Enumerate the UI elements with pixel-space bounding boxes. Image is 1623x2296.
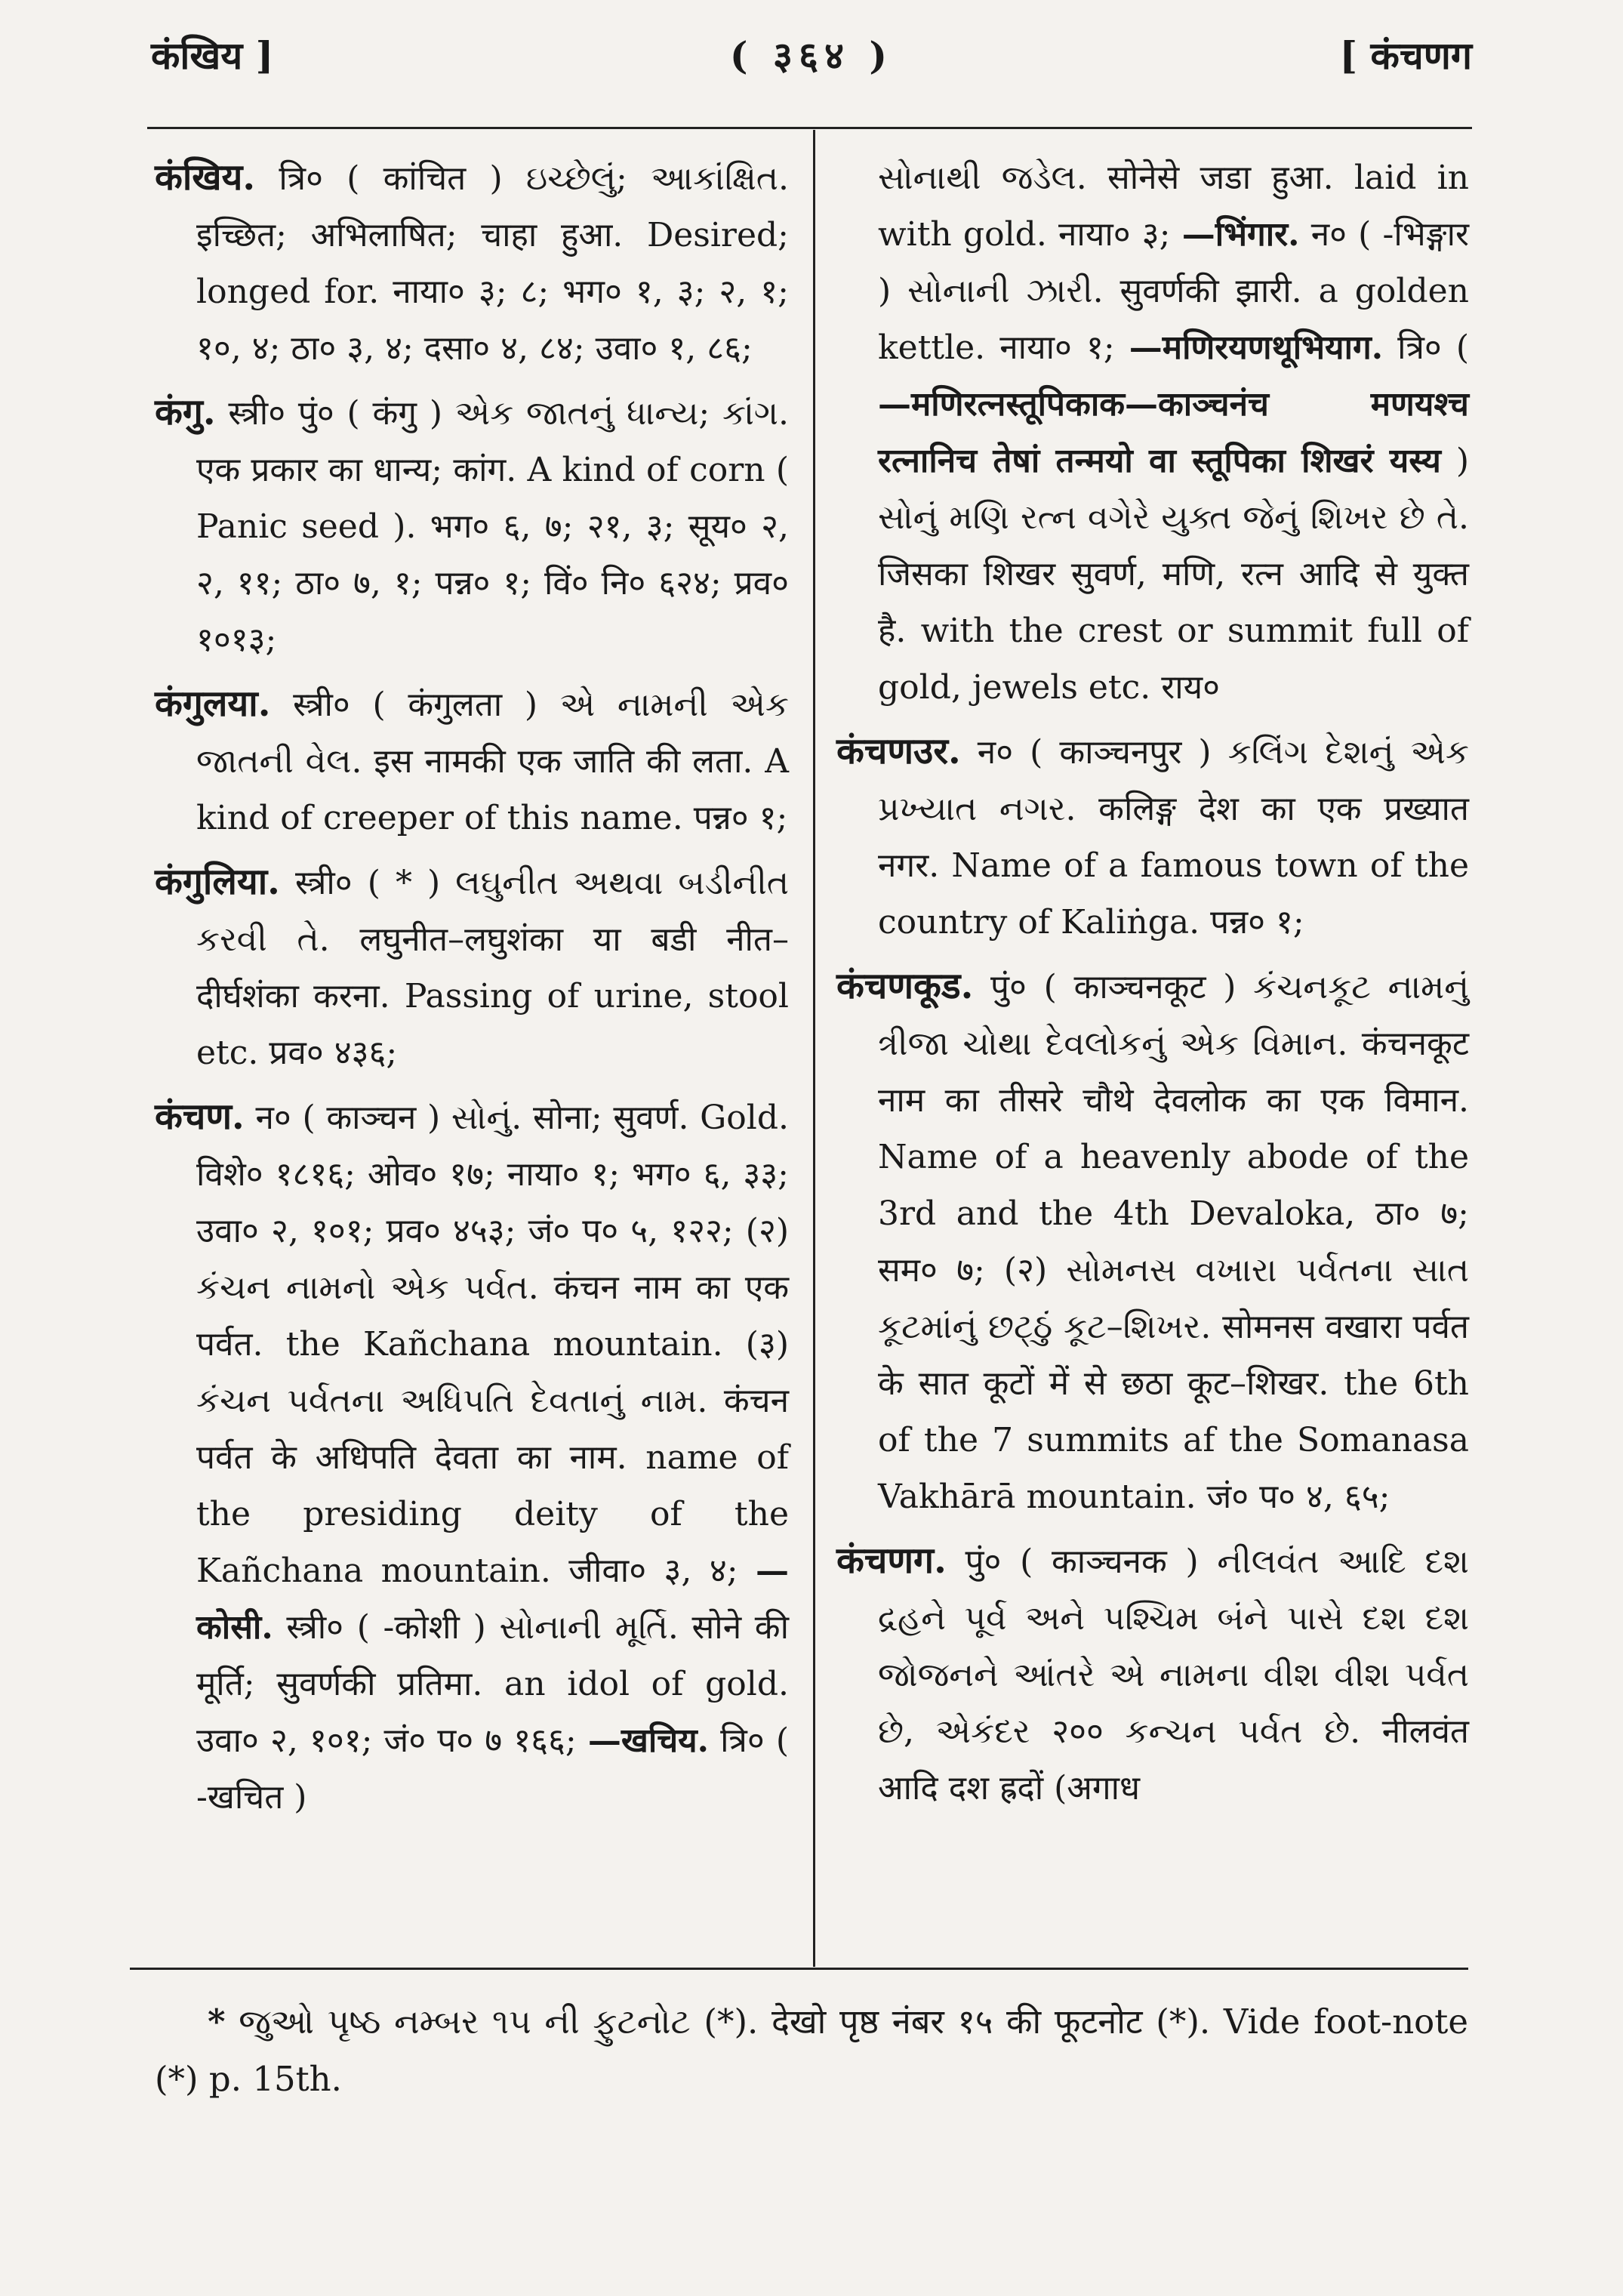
entry-body: पुं० ( काञ्चनक ) નીલવંત આદિ દશ દ્રહને પૂર્વ અને પશ્ચિમ બંને પાસે દશ દશ જોજનને આંતરે એ નામના વીશ વીશ પર્વત છે, એકંદર २०० કન્ચન પર્વત છે. नीलवंत आदि दश ह्रदों (अगाध: [878, 1542, 1469, 1808]
entry-body: स्त्री० ( कंगुलता ) એ નામની એક જાતની વેલ. इस नामकी एक जाति की लता. A kind of creeper of this name. पन्न० १;: [196, 686, 789, 837]
entry-body: पुं० ( काञ्चनकूट ) કંચનકૂટ નામનું ત્રીજા ચોથા દેવલોકનું એક વિમાન. कंचनकूट नाम का तीसरे चौथे देवलोक का एक विमान. Name of a heavenly abode of the 3rd and the 4th Devaloka, ठा० ७; सम० ७; (२) સોમનસ વખારા પર્વતના સાત કૂટમાંનું છટ્ઠું કૂટ–શિખર. सोमनस वखारा पर्वत के सात कूटों में से छठा कूट–शिखर. the 6th of the 7 summits af the Somanasa Vakhārā mountain. जं० प० ४, ६५;: [878, 968, 1469, 1516]
entry-kanguliya: [155, 854, 789, 1081]
entry-kanchanakuda: [836, 958, 1469, 1525]
subentry-head: —खचिय.: [587, 1721, 709, 1760]
entry-body: न० ( काञ्चनपुर ) કલિંગ દેશનું એક પ્રખ્યાત નગર. कलिङ्ग देश का एक प्रख्यात नगर. Name of a famous town of the country of Kaliṅga. पन्न० १;: [878, 733, 1469, 942]
entry-kanchana: [155, 1089, 789, 1826]
subentry-body: स्त्री० ( -कोशी ) સોનાની મૂર્તિ. सोने की मूर्ति; सुवर्णकी प्रतिमा. an idol of gold. उवा० २, १०१; जं० प० ७ १६६;: [196, 1608, 789, 1760]
entry-body: त्रि० ( कांचित ) ઇચ્છેલું; આકાંક્ષિત. इच्छित; अभिलाषित; चाहा हुआ. Desired; longed for. नाया० ३; ८; भग० १, ३; २, १; १०, ४; ठा० ३, ४; दसा० ४, ८४; उवा० १, ८६;: [196, 159, 789, 368]
header-left-guideword: कंखिय ]: [151, 33, 274, 78]
top-rule: [147, 127, 1472, 129]
entry-body: स्त्री० पुं० ( कंगु ) એક જાતનું ધાન્ય; કાંગ. एक प्रकार का धान्य; कांग. A kind of corn ( Panic seed ). भग० ६, ७; २१, ३; सूय० २, २, ११; ठा० ७, १; पन्न० १; विं० नि० ६२४; प्रव० १०१३;: [196, 394, 789, 659]
headword: कंगुलया.: [155, 683, 271, 725]
footnote: [155, 1993, 1468, 2108]
right-column: [836, 149, 1469, 1824]
page-number: ( ३६४ ): [729, 33, 894, 78]
entry-kankhiya: [155, 149, 789, 377]
continuation-text: સોનાથી જડેલ. सोनेसे जडा हुआ. laid in with gold. नाया० ३;: [878, 159, 1469, 254]
header-right-guideword: [ कंचणग: [1339, 33, 1472, 78]
subentry-body: न० ( -भिङ्गार ) સોનાની ઝારી. सुवर्णकी झारी. a golden kettle. नाया० १;: [878, 215, 1469, 367]
subentry-body: त्रि० (: [1397, 328, 1469, 367]
subentry-head: —कोसी.: [196, 1552, 789, 1647]
headword: कंचणकूड.: [836, 965, 974, 1007]
subentry-body: ) સોનું મણિ રત્ન વગેરે યુક્ત જેનું શિખર છે તે. जिसका शिखर सुवर्ण, मणि, रत्न आदि से युक्त है. with the crest or summit full of gold, jewels etc. राय०: [878, 442, 1469, 707]
headword: कंचणउर.: [836, 730, 961, 772]
footnote-rule: [130, 1968, 1468, 1970]
entry-continuation: [836, 149, 1469, 716]
entry-kanchanaga: [836, 1533, 1469, 1817]
entry-kangulaya: [155, 676, 789, 846]
entry-kangu: [155, 384, 789, 668]
column-divider: [813, 130, 815, 1967]
entry-body: न० ( काञ्चन ) સોનું. सोना; सुवर्ण. Gold. विशे० १८१६; ओव० १७; नाया० १; भग० ६, ३३; उवा० २, १०१; प्रव० ४५३; जं० प० ५, १२२; (२) કંચન નામનો એક પર્વત. कंचन नाम का एक पर्वत. the Kañchana mountain. (३) કંચન પર્વતના અધિપતિ દેવતાનું નામ. कंचन पर्वत के अधिपति देवता का नाम. name of the presiding deity of the Kañchana mountain. जीवा० ३, ४;: [196, 1099, 789, 1590]
subentry-head: —भिंगार.: [1181, 215, 1300, 254]
headword: कंचणग.: [836, 1539, 947, 1582]
subentry-head: —मणिरयणथूभियाग.: [1129, 328, 1384, 367]
headword: कंगुलिया.: [155, 861, 280, 903]
etymology: —मणिरत्नस्तूपिकाक—काञ्चनंच मणयश्च रत्नानिच तेषां तन्मयो वा स्तूपिका शिखरं यस्य: [878, 385, 1469, 480]
headword: कंखिय.: [155, 156, 256, 199]
footnote-mark: *: [208, 2002, 226, 2042]
headword: कंचण.: [155, 1096, 245, 1138]
running-header: [151, 29, 1472, 89]
entry-body: स्त्री० ( * ) લઘુનીત અથવા બડીનીત કરવી તે. लघुनीत–लघुशंका या बडी नीत–दीर्घशंका करना. Passing of urine, stool etc. प्रव० ४३६;: [196, 864, 789, 1072]
headword: कंगु.: [155, 391, 216, 433]
subentry-body: त्रि० ( -खचित ): [196, 1721, 789, 1817]
footnote-text: જુઓ પૃષ્ઠ નમ્બર ૧૫ ની ફુટનોટ (*). देखो पृष्ठ नंबर १५ की फूटनोट (*). Vide foot-note (*) p. 15th.: [155, 2002, 1468, 2099]
left-column: [155, 149, 789, 1833]
entry-kanchanaura: [836, 723, 1469, 951]
